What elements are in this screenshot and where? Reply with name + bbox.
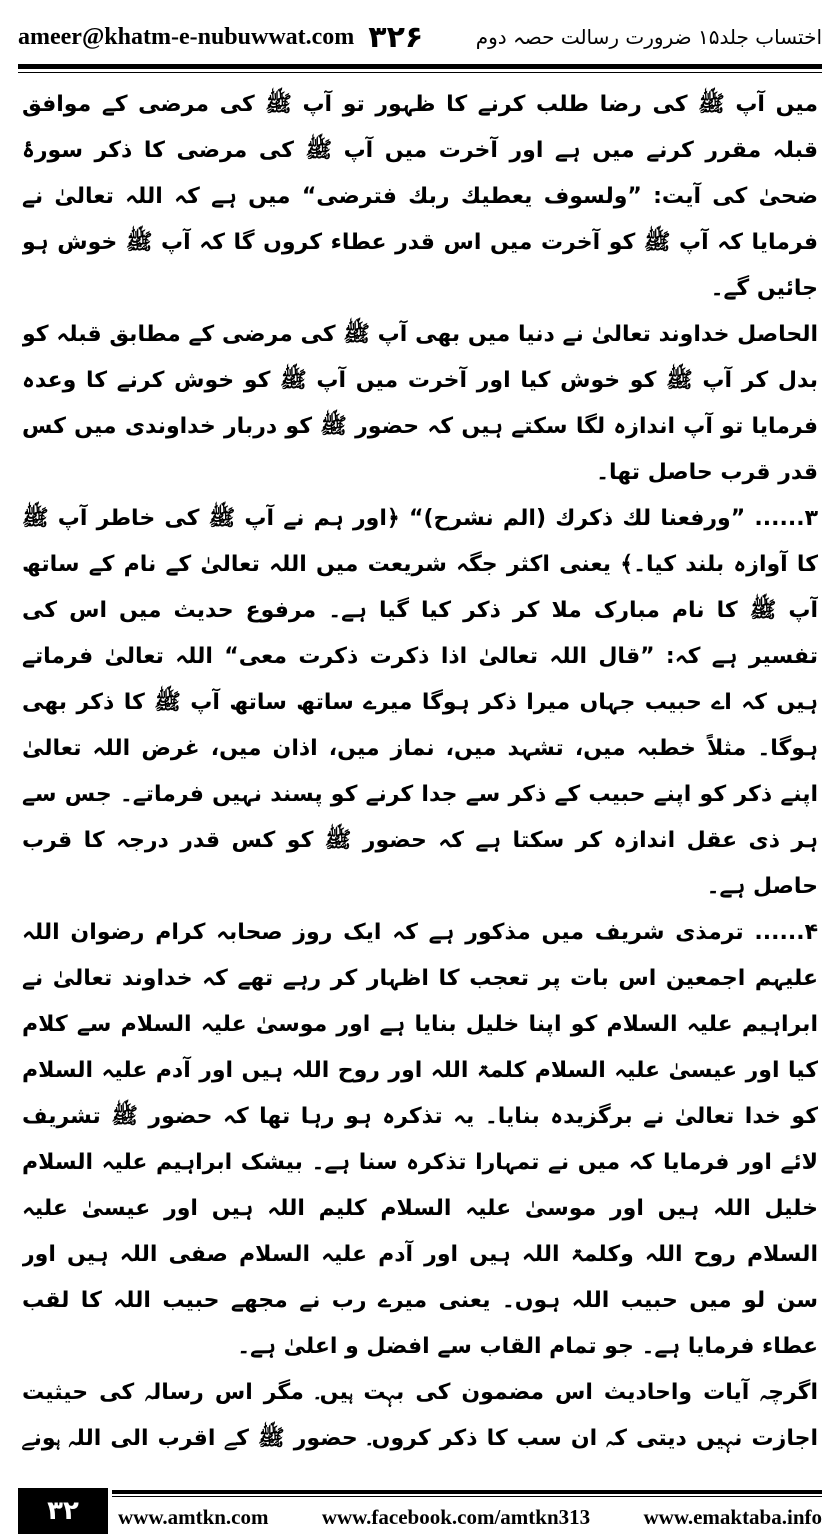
footer-link-emaktaba[interactable]: www.emaktaba.info — [643, 1504, 822, 1529]
paragraph: ۴...... ترمذی شریف میں مذکور ہے کہ ایک روز صحابہ کرام رضوان اللہ علیہم اجمعین اس بات پر تعجب کا اظہار کر رہے تھے کہ خداوند تعالیٰ نے ابراہیم علیہ السلام کو اپنا خلیل بنایا ہے اور موسیٰ علیہ السلام سے کلام کیا اور عیسیٰ علیہ السلام کلمۃ اللہ اور روح اللہ ہیں اور آدم علیہ السلام کو خدا تعالیٰ نے برگزیدہ بنایا۔ یہ تذکرہ ہو رہا تھا کہ حضور ﷺ تشریف لائے اور فرمایا کہ میں نے تمہارا تذکرہ سنا ہے۔ بیشک ابراہیم علیہ السلام خلیل اللہ ہیں اور موسیٰ علیہ السلام کلیم اللہ ہیں اور عیسیٰ علیہ السلام روح اللہ وکلمۃ اللہ ہیں اور آدم علیہ السلام صفی اللہ ہیں اور سن لو میں حبیب اللہ ہوں۔ یعنی میرے رب نے مجھے حبیب اللہ کا لقب عطاء فرمایا ہے۔ جو تمام القاب سے افضل و اعلیٰ ہے۔ — [22, 920, 818, 1359]
paragraph: اگرچہ آیات واحادیث اس مضمون کی بہت ہیں۔ مگر اس رسالہ کی حیثیت اجازت نہیں دیتی کہ ان سب کا ذکر کروں۔ حضور ﷺ کے اقرب الی اللہ ہونے — [22, 1380, 818, 1451]
header-left — [18, 20, 423, 55]
footer-link-amtkn[interactable]: www.amtkn.com — [118, 1504, 269, 1529]
header-title: اختساب جلد۱۵ ضرورت رسالت حصہ دوم — [475, 25, 822, 49]
header-email: ameer@khatm-e-nubuwwat.com — [18, 23, 355, 50]
footer-page-number: ۳۲ — [18, 1488, 108, 1534]
footer-link-facebook[interactable]: www.facebook.com/amtkn313 — [321, 1504, 591, 1529]
paragraph: میں آپ ﷺ کی رضا طلب کرنے کا ظہور تو آپ ﷺ کی مرضی کے موافق قبلہ مقرر کرنے میں ہے اور آخرت میں آپ ﷺ کی مرضی کا ذکر سورۂ ضحیٰ کی آیت: ”ولسوف یعطیك ربك فترضی“ میں ہے کہ اللہ تعالیٰ نے فرمایا کہ آپ ﷺ کو آخرت میں اس قدر عطاء کروں گا کہ آپ ﷺ خوش ہو جائیں گے۔ — [22, 92, 818, 301]
footer-links — [118, 1500, 822, 1534]
page-header — [18, 14, 822, 60]
header-page-number: ۳۲۶ — [368, 19, 424, 55]
footer-rule-thin — [112, 1496, 822, 1497]
paragraph: ۳...... ”ورفعنا لك ذكرك (الم نشرح)“ ﴿اور ہم نے آپ ﷺ کی خاطر آپ ﷺ کا آوازہ بلند کیا۔﴾ یعنی اکثر جگہ شریعت میں اللہ تعالیٰ کے نام کے ساتھ آپ ﷺ کا نام مبارک ملا کر ذکر کیا گیا ہے۔ مرفوع حدیث میں اس کی تفسیر ہے کہ: ”قال اللہ تعالیٰ اذا ذکرت ذکرت معی“ اللہ تعالیٰ فرماتے ہیں کہ اے حبیب جہاں میرا ذکر ہوگا میرے ساتھ ساتھ آپ ﷺ کا ذکر بھی ہوگا۔ مثلاً خطبہ میں، تشہد میں، نماز میں، اذان میں، غرض اللہ تعالیٰ اپنے ذکر کو اپنے حبیب کے ذکر سے جدا کرنے کو پسند نہیں فرماتے۔ جس سے ہر ذی عقل اندازہ کر سکتا ہے کہ حضور ﷺ کو کس قدر درجہ کا قرب حاصل ہے۔ — [22, 506, 818, 899]
footer-rule — [112, 1490, 822, 1494]
header-rule — [18, 64, 822, 69]
page-body — [22, 82, 818, 1454]
paragraph: الحاصل خداوند تعالیٰ نے دنیا میں بھی آپ ﷺ کی مرضی کے مطابق قبلہ کو بدل کر آپ ﷺ کو خوش کیا اور آخرت میں آپ ﷺ کو خوش کرنے کا وعدہ فرمایا تو آپ اندازہ لگا سکتے ہیں کہ حضور ﷺ کو دربار خداوندی میں کس قدر قرب حاصل تھا۔ — [22, 322, 818, 485]
header-rule-thin — [18, 72, 822, 73]
